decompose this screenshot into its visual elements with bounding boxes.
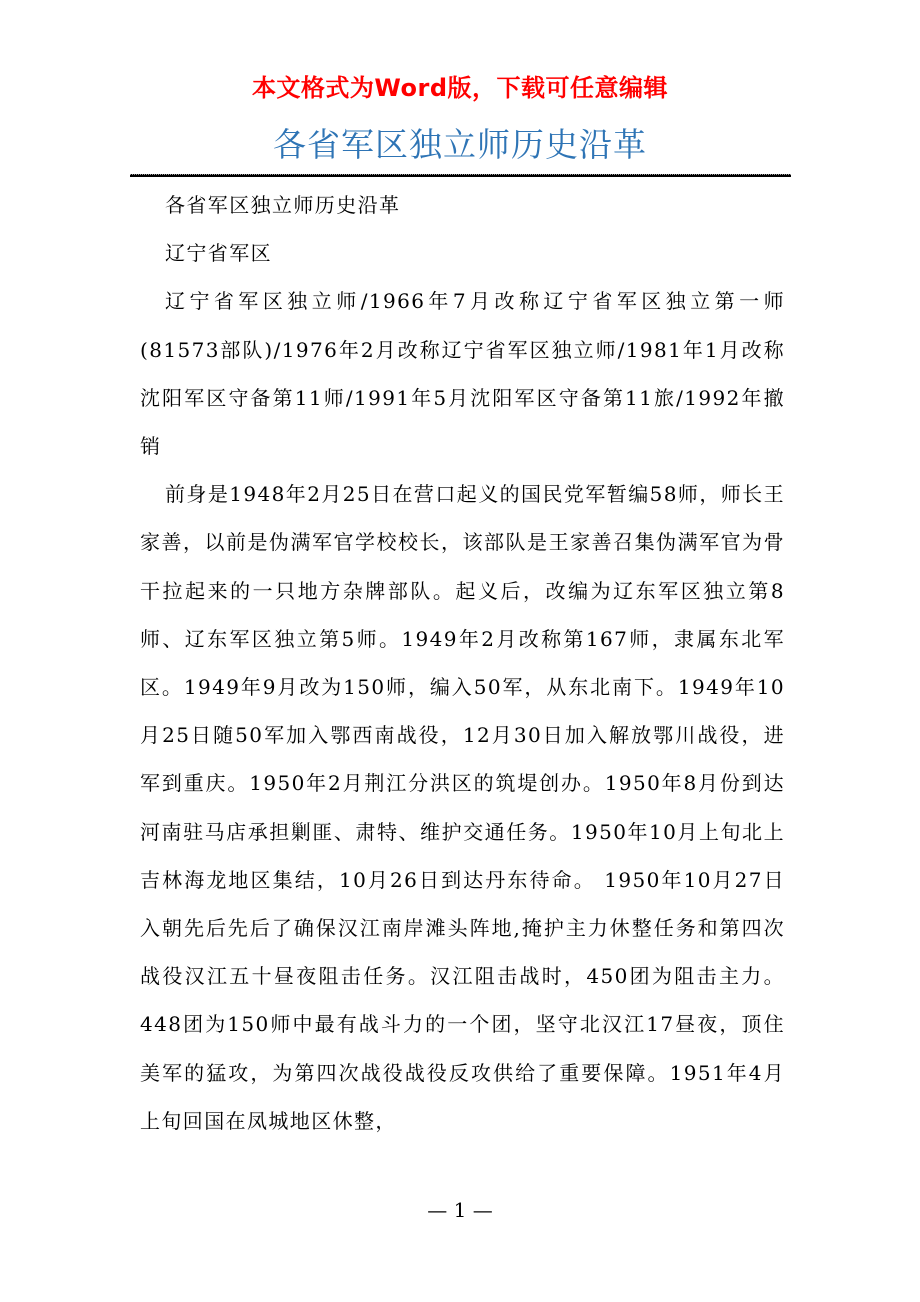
- document-body: [140, 181, 785, 1145]
- page-number: — 1 —: [427, 1198, 493, 1222]
- paragraph-lineage: 辽宁省军区独立师/1966年7月改称辽宁省军区独立第一师(81573部队)/1976年2月改称辽宁省军区独立师/1981年1月改称沈阳军区守备第11师/1991年5月沈阳军区守备第11旅/1992年撤销: [140, 289, 785, 459]
- format-notice: 本文格式为Word版，下载可任意编辑: [251, 74, 669, 102]
- title-divider: [130, 174, 791, 177]
- paragraph-section-name: 辽宁省军区: [165, 241, 272, 266]
- document-title: 各省军区独立师历史沿革: [273, 125, 647, 164]
- paragraph-history: 前身是1948年2月25日在营口起义的国民党军暂编58师，师长王家善，以前是伪满军官学校校长，该部队是王家善召集伪满军官为骨干拉起来的一只地方杂牌部队。起义后，改编为辽东军区独立第8师、辽东军区独立第5师。1949年2月改称第167师，隶属东北军区。1949年9月改为150师，编入50军，从东北南下。1949年10月25日随50军加入鄂西南战役，12月30日加入解放鄂川战役，进军到重庆。1950年2月荆江分洪区的筑堤创办。1950年8月份到达河南驻马店承担剿匪、肃特、维护交通任务。1950年10月上旬北上吉林海龙地区集结，10月26日到达丹东待命。 1950年10月27日入朝先后先后了确保汉江南岸滩头阵地,掩护主力休整任务和第四次战役汉江五十昼夜阻击任务。汉江阻击战时，450团为阻击主力。448团为150师中最有战斗力的一个团，坚守北汉江17昼夜，顶住美军的猛攻，为第四次战役战役反攻供给了重要保障。1951年4月上旬回国在凤城地区休整，: [140, 482, 785, 1133]
- paragraph-heading: 各省军区独立师历史沿革: [165, 193, 401, 217]
